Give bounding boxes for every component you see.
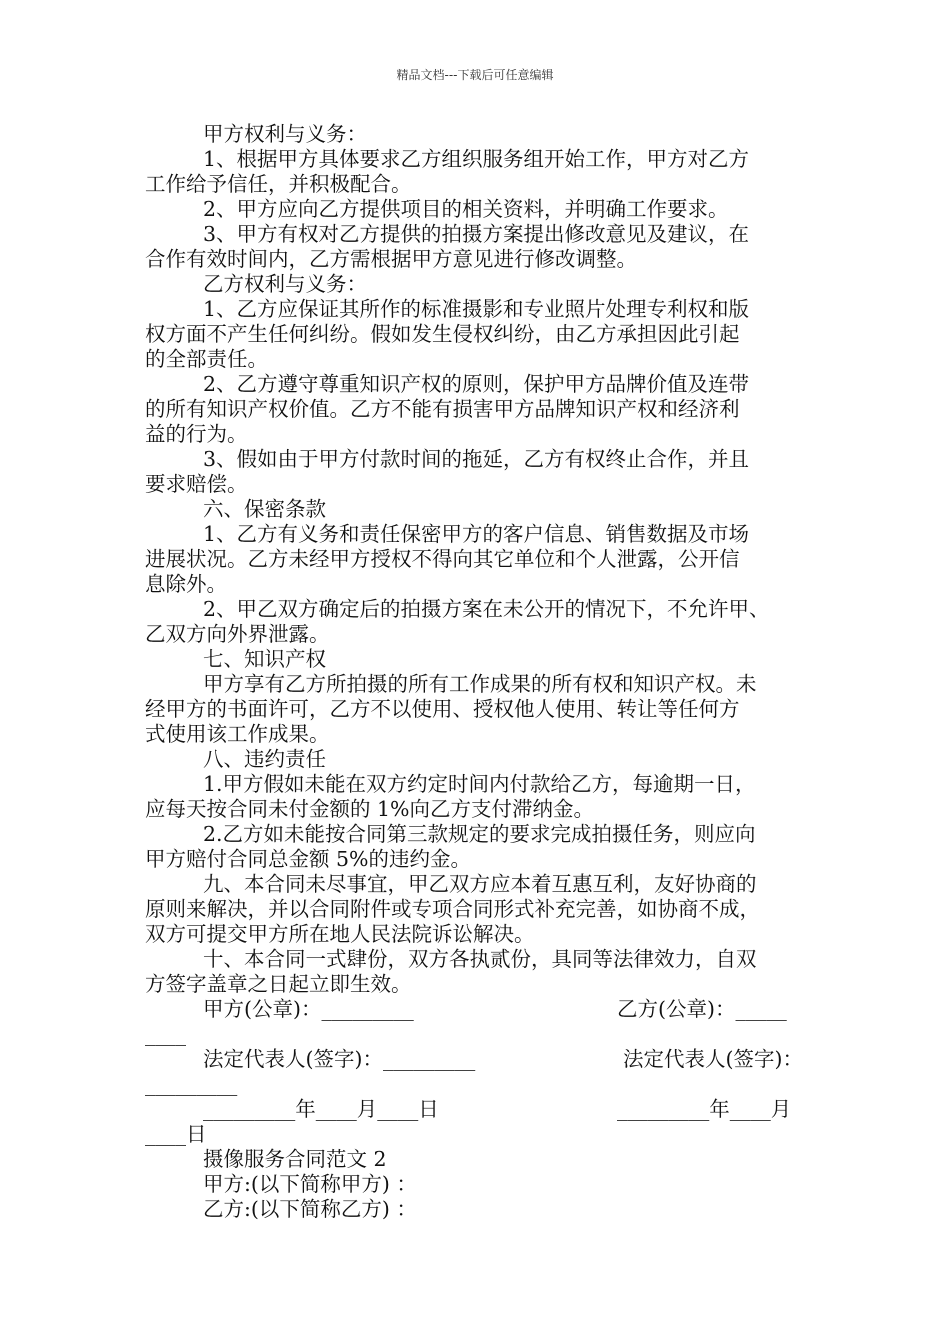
paragraph-line: 要求赔偿。 [145, 472, 248, 496]
paragraph-line: 工作给予信任，并积极配合。 [145, 172, 412, 196]
signature-row-rep-cont [145, 1072, 813, 1097]
paragraph-line: 十、本合同一式肆份，双方各执贰份，具同等法律效力，自双 [203, 947, 757, 971]
paragraph-line: 的所有知识产权价值。乙方不能有损害甲方品牌知识产权和经济利 [145, 397, 740, 421]
paragraph-line: 九、本合同未尽事宜，甲乙双方应本着互惠互利，友好协商的 [203, 872, 757, 896]
paragraph-line: 1.甲方假如未能在双方约定时间内付款给乙方，每逾期一日， [203, 772, 756, 796]
paragraph-line: 应每天按合同未付金额的 1%向乙方支付滞纳金。 [145, 797, 595, 821]
party-a-seal: 甲方(公章)：_________ [203, 997, 414, 1021]
signature-row-date-cont [145, 1122, 813, 1147]
signature-row-seal-cont [145, 1022, 813, 1047]
party-b-seal: 乙方(公章)：_____ [617, 997, 787, 1021]
paragraph-line: 息除外。 [145, 572, 227, 596]
paragraph-line: 甲方:(以下简称甲方) ： [203, 1172, 417, 1196]
section-heading: 八、违约责任 [203, 747, 326, 771]
party-b-seal-cont: ____ [145, 1022, 186, 1046]
section-heading: 六、保密条款 [203, 497, 326, 521]
rep-b: 法定代表人(签字)： [623, 1047, 803, 1071]
date-b: _________年____月 [617, 1097, 792, 1121]
paragraph-line: 方签字盖章之日起立即生效。 [145, 972, 412, 996]
signature-row-date [145, 1097, 813, 1122]
paragraph-line: 合作有效时间内，乙方需根据甲方意见进行修改调整。 [145, 247, 637, 271]
paragraph-line: 2、乙方遵守尊重知识产权的原则，保护甲方品牌价值及连带 [203, 372, 750, 396]
paragraph-line: 2、甲方应向乙方提供项目的相关资料，并明确工作要求。 [203, 197, 729, 221]
paragraph-line: 2.乙方如未能按合同第三款规定的要求完成拍摄任务，则应向 [203, 822, 756, 846]
section-heading: 甲方权利与义务： [203, 122, 367, 146]
rep-b-cont: _________ [145, 1072, 238, 1096]
paragraph-line: 1、乙方应保证其所作的标准摄影和专业照片处理专利权和版 [203, 297, 750, 321]
paragraph-line: 乙双方向外界泄露。 [145, 622, 330, 646]
paragraph-line: 1、乙方有义务和责任保密甲方的客户信息、销售数据及市场 [203, 522, 750, 546]
date-a: _________年____月____日 [203, 1097, 439, 1121]
paragraph-line: 权方面不产生任何纠纷。假如发生侵权纠纷，由乙方承担因此引起 [145, 322, 740, 346]
paragraph-line: 3、甲方有权对乙方提供的拍摄方案提出修改意见及建议，在 [203, 222, 750, 246]
paragraph-line: 乙方:(以下简称乙方) ： [203, 1197, 417, 1221]
section-heading: 七、知识产权 [203, 647, 326, 671]
paragraph-line: 经甲方的书面许可，乙方不以使用、授权他人使用、转让等任何方 [145, 697, 740, 721]
signature-row-seal [145, 997, 813, 1022]
paragraph-line: 3、假如由于甲方付款时间的拖延，乙方有权终止合作，并且 [203, 447, 750, 471]
paragraph-line: 2、甲乙双方确定后的拍摄方案在未公开的情况下，不允许甲、 [203, 597, 770, 621]
paragraph-line: 1、根据甲方具体要求乙方组织服务组开始工作，甲方对乙方 [203, 147, 750, 171]
page-header: 精品文档---下载后可任意编辑 [396, 68, 554, 82]
paragraph-line: 甲方赔付合同总金额 5%的违约金。 [145, 847, 472, 871]
paragraph-line: 益的行为。 [145, 422, 248, 446]
signature-row-rep [145, 1047, 813, 1072]
section-heading: 摄像服务合同范文 2 [203, 1147, 387, 1171]
paragraph-line: 的全部责任。 [145, 347, 268, 371]
rep-a: 法定代表人(签字)：_________ [203, 1047, 476, 1071]
paragraph-line: 进展状况。乙方未经甲方授权不得向其它单位和个人泄露，公开信 [145, 547, 740, 571]
paragraph-line: 原则来解决，并以合同附件或专项合同形式补充完善，如协商不成， [145, 897, 760, 921]
section-heading: 乙方权利与义务： [203, 272, 367, 296]
paragraph-line: 双方可提交甲方所在地人民法院诉讼解决。 [145, 922, 535, 946]
paragraph-line: 式使用该工作成果。 [145, 722, 330, 746]
paragraph-line: 甲方享有乙方所拍摄的所有工作成果的所有权和知识产权。未 [203, 672, 757, 696]
date-b-cont: ____日 [145, 1122, 207, 1146]
document-body [145, 122, 813, 1222]
